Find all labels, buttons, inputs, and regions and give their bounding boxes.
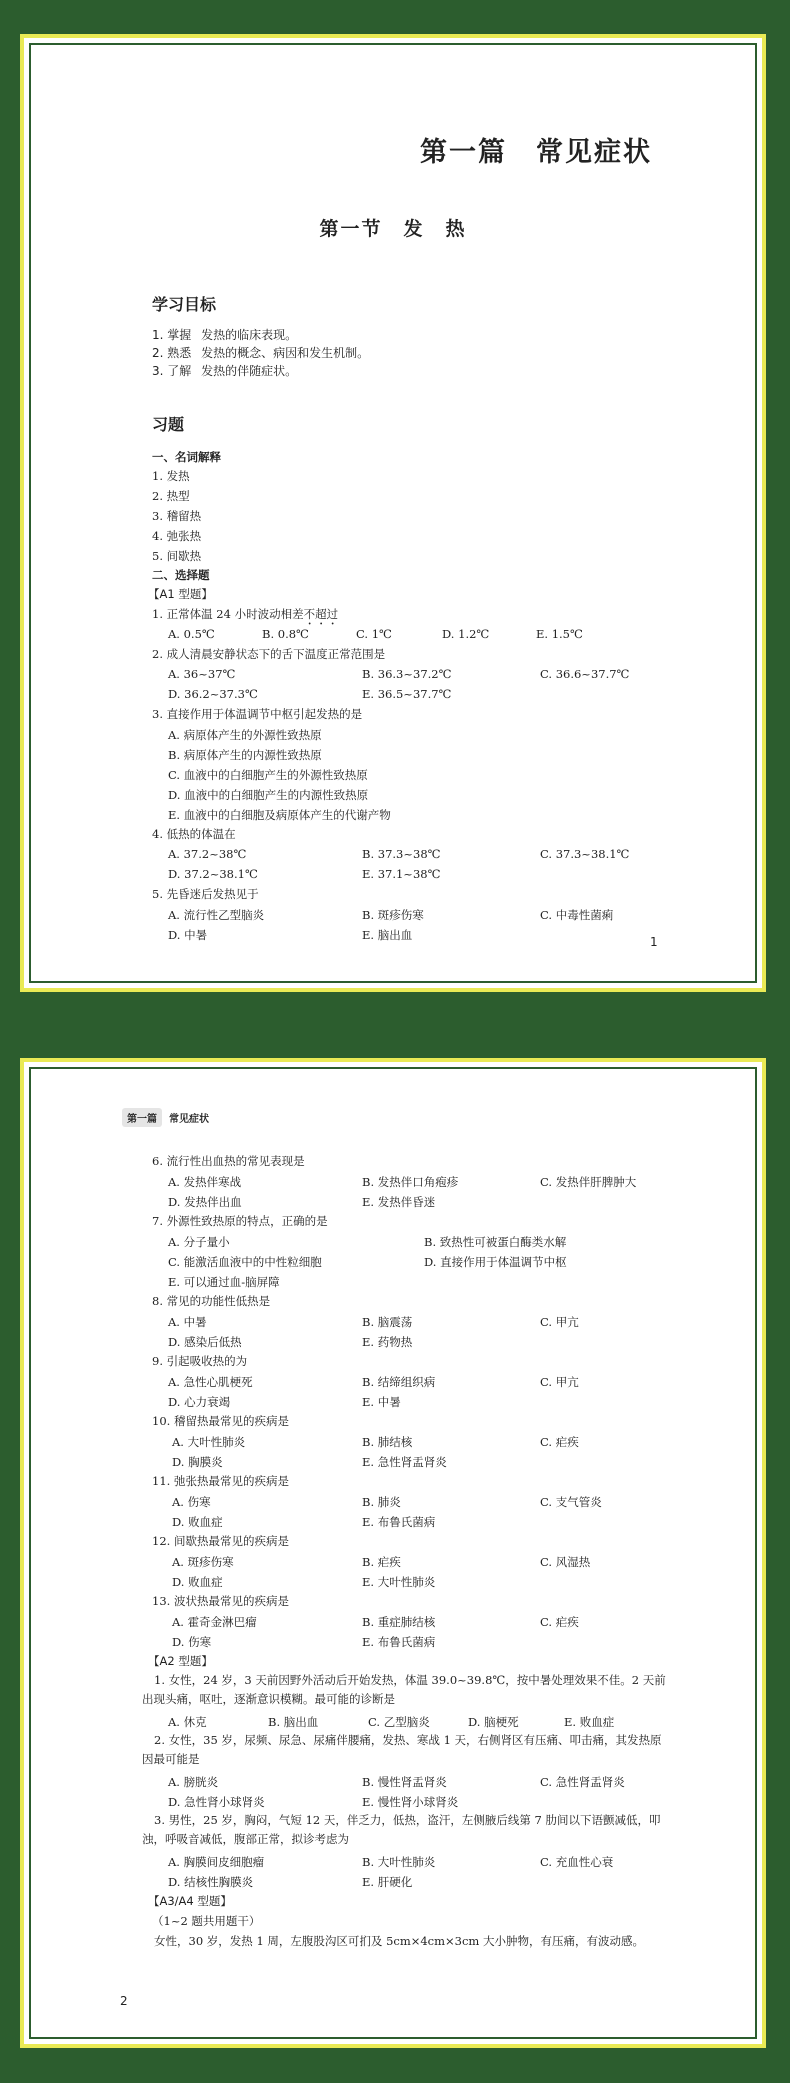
option: E. 布鲁氏菌病 [362,1635,436,1649]
option: E. 脑出血 [362,928,413,942]
option: A. 伤寒 [172,1495,211,1509]
question-stem: 12. 间歇热最常见的疾病是 [152,1534,289,1548]
question-stem: 10. 稽留热最常见的疾病是 [152,1414,289,1428]
page-number: 1 [650,935,658,949]
option: D. 心力衰竭 [168,1395,231,1409]
option: D. 36.2~37.3℃ [168,687,258,701]
option: B. 0.8℃ [262,627,309,641]
option: A. 37.2~38℃ [168,847,247,861]
option: B. 脑出血 [268,1715,319,1729]
option: A. 大叶性肺炎 [172,1435,246,1449]
option: B. 重症肺结核 [362,1615,436,1629]
option: E. 布鲁氏菌病 [362,1515,436,1529]
option: E. 发热伴昏迷 [362,1195,436,1209]
option: B. 肺结核 [362,1435,413,1449]
option: C. 疟疾 [540,1615,579,1629]
option: D. 1.2℃ [442,627,490,641]
section-title: 第一节 发 热 [319,218,467,240]
option: C. 充血性心衰 [540,1855,614,1869]
option: D. 血液中的白细胞产生的内源性致热原 [168,788,369,802]
question-stem: 1. 正常体温 24 小时波动相差不超过 [152,607,339,621]
part-one-heading: 一、名词解释 [152,450,221,464]
option: E. 中暑 [362,1395,401,1409]
option: E. 大叶性肺炎 [362,1575,436,1589]
option: B. 大叶性肺炎 [362,1855,436,1869]
option: D. 败血症 [172,1575,223,1589]
term-item: 4. 弛张热 [152,529,202,543]
question-stem: 2. 女性，35 岁，尿频、尿急、尿痛伴腰痛，发热、寒战 1 天，右侧肾区有压痛、叩击痛，其发热原因最可能是 [142,1733,662,1766]
option: B. 36.3~37.2℃ [362,667,452,681]
option: D. 直接作用于体温调节中枢 [424,1255,567,1269]
option: D. 胸膜炎 [172,1455,223,1469]
option: E. 36.5~37.7℃ [362,687,452,701]
term-item: 5. 间歇热 [152,549,202,563]
option: E. 1.5℃ [536,627,583,641]
part-title: 第一篇 常见症状 [420,137,652,168]
emphasis-text: 不超过 [303,607,339,621]
part-two-heading: 二、选择题 [152,568,210,582]
option: A. 发热伴寒战 [168,1175,242,1189]
option: C. 37.3~38.1℃ [540,847,630,861]
option: C. 风湿热 [540,1555,591,1569]
option: C. 血液中的白细胞产生的外源性致热原 [168,768,368,782]
page-number: 2 [120,1994,128,2008]
option: C. 支气管炎 [540,1495,602,1509]
page-2 [20,1058,766,2048]
option: E. 可以通过血-脑屏障 [168,1275,280,1289]
option: C. 能激活血液中的中性粒细胞 [168,1255,322,1269]
option: A. 急性心肌梗死 [168,1375,253,1389]
option: C. 急性肾盂肾炎 [540,1775,625,1789]
question-stem: 3. 直接作用于体温调节中枢引起发热的是 [152,707,363,721]
shared-stem-note: （1~2 题共用题干） [152,1914,261,1928]
objective-level: 掌握 [167,328,192,342]
option: C. 1℃ [356,627,392,641]
page-1-frame [29,43,757,983]
option: C. 中毒性菌痢 [540,908,614,922]
option: A. 休克 [168,1715,207,1729]
question-stem: 5. 先昏迷后发热见于 [152,887,259,901]
option: A. 中暑 [168,1315,207,1329]
question-stem: 9. 引起吸收热的为 [152,1354,248,1368]
question-stem: 13. 波状热最常见的疾病是 [152,1594,289,1608]
option: A. 流行性乙型脑炎 [168,908,265,922]
term-item: 2. 热型 [152,489,190,503]
option: D. 发热伴出血 [168,1195,242,1209]
option: C. 甲亢 [540,1375,579,1389]
option: C. 发热伴肝脾肿大 [540,1175,637,1189]
option: E. 37.1~38℃ [362,867,441,881]
option: A. 胸膜间皮细胞瘤 [168,1855,265,1869]
option: C. 疟疾 [540,1435,579,1449]
option: B. 斑疹伤寒 [362,908,424,922]
option: B. 结缔组织病 [362,1375,436,1389]
objective-3: 3. 了解 发热的伴随症状。 [152,364,298,378]
option: E. 肝硬化 [362,1875,413,1889]
option: D. 感染后低热 [168,1335,242,1349]
running-header-tag: 第一篇 [122,1108,162,1127]
option: B. 脑震荡 [362,1315,413,1329]
option: A. 病原体产生的外源性致热原 [168,728,322,742]
objective-1: 1. 掌握 发热的临床表现。 [152,328,298,342]
running-header-text: 常见症状 [169,1114,209,1125]
objective-level: 熟悉 [167,346,192,360]
option: E. 药物热 [362,1335,413,1349]
question-stem: 1. 女性，24 岁，3 天前因野外活动后开始发热，体温 39.0~39.8℃，按中暑处理效果不佳。2 天前出现头痛，呕吐，逐渐意识模糊。最可能的诊断是 [142,1673,666,1706]
option: D. 伤寒 [172,1635,212,1649]
question-stem: 3. 男性，25 岁，胸闷，气短 12 天，伴乏力，低热，盗汗，左侧腋后线第 7 肋间以下语颤减低，叩浊，呼吸音减低，腹部正常，拟诊考虑为 [142,1813,661,1846]
page-1 [20,34,766,992]
question-stem: 6. 流行性出血热的常见表现是 [152,1154,305,1168]
option: B. 致热性可被蛋白酶类水解 [424,1235,567,1249]
a3-heading: 【A3/A4 型题】 [148,1894,232,1908]
question-stem: 4. 低热的体温在 [152,827,236,841]
page-2-frame [29,1067,757,2039]
option: B. 慢性肾盂肾炎 [362,1775,447,1789]
objective-2: 2. 熟悉 发热的概念、病因和发生机制。 [152,346,370,360]
option: D. 37.2~38.1℃ [168,867,258,881]
question-stem: 7. 外源性致热原的特点，正确的是 [152,1214,328,1228]
question-stem: 2. 成人清晨安静状态下的舌下温度正常范围是 [152,647,386,661]
option: D. 结核性胸膜炎 [168,1875,254,1889]
option: B. 肺炎 [362,1495,401,1509]
option: E. 血液中的白细胞及病原体产生的代谢产物 [168,808,391,822]
option: D. 败血症 [172,1515,223,1529]
shared-stem: 女性，30 岁，发热 1 周，左腹股沟区可扪及 5cm×4cm×3cm 大小肿物，有压痛，有波动感。 [154,1934,644,1948]
exercises-heading: 习题 [152,415,185,434]
option: B. 37.3~38℃ [362,847,441,861]
option: A. 膀胱炎 [168,1775,219,1789]
a2-heading: 【A2 型题】 [148,1654,213,1668]
term-item: 1. 发热 [152,469,190,483]
option: E. 败血症 [564,1715,615,1729]
objective-level: 了解 [167,364,192,378]
option: A. 0.5℃ [168,627,215,641]
question-stem: 8. 常见的功能性低热是 [152,1294,271,1308]
option: A. 36~37℃ [168,667,236,681]
option: A. 霍奇金淋巴瘤 [172,1615,257,1629]
option: B. 病原体产生的内源性致热原 [168,748,322,762]
option: D. 中暑 [168,928,208,942]
option: C. 甲亢 [540,1315,579,1329]
option: C. 36.6~37.7℃ [540,667,630,681]
objectives-heading: 学习目标 [152,295,217,314]
option: C. 乙型脑炎 [368,1715,430,1729]
question-stem: 11. 弛张热最常见的疾病是 [152,1474,289,1488]
option: E. 慢性肾小球肾炎 [362,1795,459,1809]
option: B. 发热伴口角疱疹 [362,1175,459,1189]
a1-heading: 【A1 型题】 [148,587,213,601]
option: A. 分子量小 [168,1235,230,1249]
term-item: 3. 稽留热 [152,509,202,523]
option: B. 疟疾 [362,1555,401,1569]
option: E. 急性肾盂肾炎 [362,1455,447,1469]
option: A. 斑疹伤寒 [172,1555,234,1569]
option: D. 急性肾小球肾炎 [168,1795,265,1809]
option: D. 脑梗死 [468,1715,519,1729]
